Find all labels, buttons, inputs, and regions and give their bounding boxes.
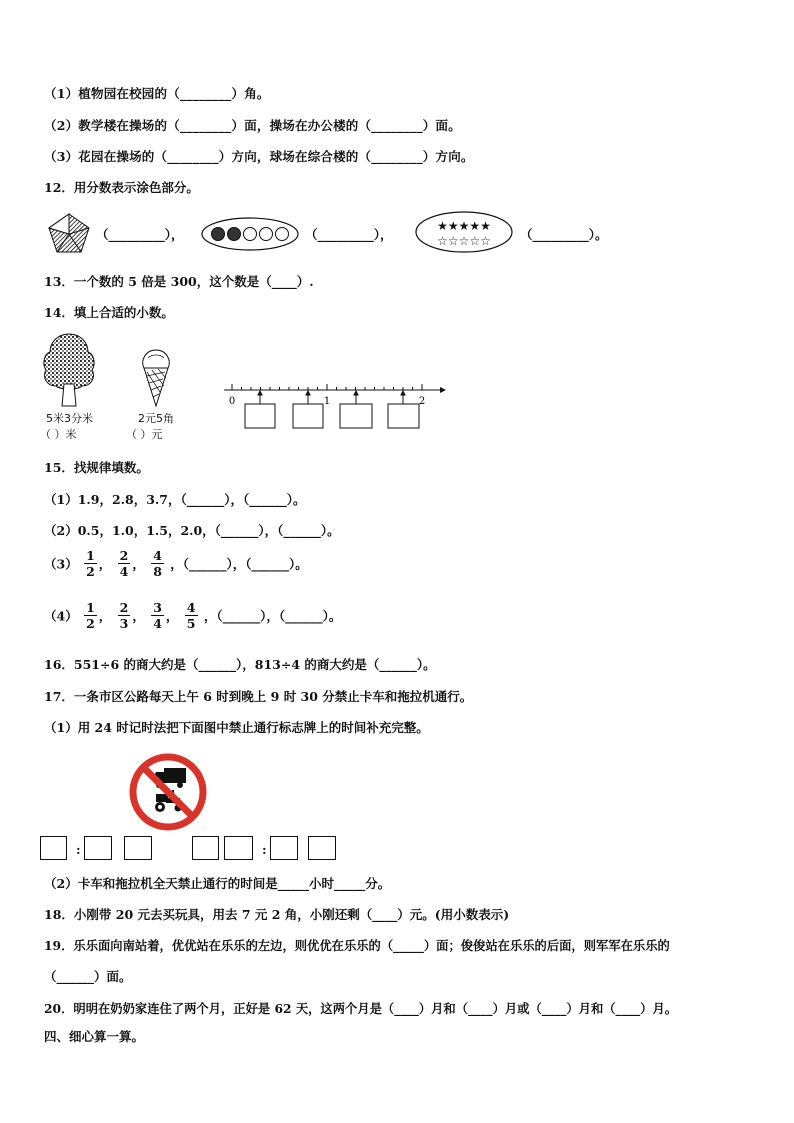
no-truck-sign (128, 752, 208, 832)
time-digit-box-1[interactable] (40, 836, 67, 860)
icecream-figure (138, 346, 174, 408)
q20-text: 20．明明在奶奶家连住了两个月，正好是 62 天，这两个月是（____）月和（____）月或（____）月和（____）月。 (44, 1001, 678, 1016)
stars-bottom: ☆☆☆☆☆ (437, 234, 491, 248)
q18-text: 18．小刚带 20 元去买玩具，用去 7 元 2 角，小刚还剩（____）元。(用小数表示) (44, 907, 510, 922)
q12-title: 12．用分数表示涂色部分。 (44, 180, 199, 195)
fraction-1-2: $\frac{1}{2}$ (86, 600, 95, 631)
empty-circle (244, 228, 257, 241)
time-digit-box-7[interactable] (308, 836, 336, 860)
q15-4-prefix: （4） (44, 608, 78, 624)
tree-answer-blank: （ ）米 (40, 428, 77, 441)
time-digit-box-3[interactable] (124, 836, 152, 860)
fraction-1-2: $\frac{1}{2}$ (86, 548, 95, 579)
tick-label-2: 2 (418, 396, 426, 407)
numberline-box-1 (245, 404, 275, 428)
fraction-4-5: $\frac{4}{5}$ (186, 600, 196, 631)
circles-figure (200, 216, 300, 252)
numberline-box-4 (388, 404, 419, 428)
icecream-price-label: 2元5角 (138, 412, 174, 425)
pentagon-figure (46, 212, 92, 256)
q16-text: 16．551÷6 的商大约是（______），813÷4 的商大约是（______）。 (44, 657, 436, 672)
q15-3-suffix: ，（______），（______）。 (170, 556, 308, 572)
q17-part-2: （2）卡车和拖拉机全天禁止通行的时间是_____小时_____分。 (44, 876, 391, 891)
section-4-title: 四、细心算一算。 (44, 1029, 145, 1044)
stars-figure (414, 210, 514, 254)
q15-line-1: （1）1.9，2.8，3.7，（______），（______）。 (44, 492, 306, 507)
tick-label-1: 1 (323, 396, 331, 407)
q15-4-suffix: ，（______），（______）。 (203, 608, 342, 624)
tree-figure (40, 332, 98, 408)
q19-text-line-2: （______）面。 (44, 969, 132, 984)
empty-circle (260, 228, 273, 241)
filled-circle (228, 228, 241, 241)
tick-label-0: 0 (228, 396, 236, 407)
time-colon-2: : (262, 842, 267, 857)
q11-line-3: （3）花园在操场的（________）方向，球场在综合楼的（________）方向。 (44, 149, 474, 164)
q14-title: 14．填上合适的小数。 (44, 305, 174, 320)
number-line (220, 380, 452, 434)
q15-line-3: （3） $\frac{1}{2}$ ， $\frac{2}{4}$ ， $\frac{4}{8}$ ，（______），（______）。 (44, 548, 308, 579)
fraction-4-8: $\frac{4}{8}$ (153, 548, 162, 579)
q11-line-1: （1）植物园在校园的（________）角。 (44, 86, 270, 101)
time-colon-1: : (76, 842, 81, 857)
stars-top: ★★★★★ (437, 219, 491, 233)
time-digit-box-4[interactable] (192, 836, 219, 860)
q15-title: 15．找规律填数。 (44, 460, 149, 475)
empty-circle (276, 228, 289, 241)
tree-height-label: 5米3分米 (46, 412, 93, 425)
numberline-box-3 (340, 404, 372, 428)
q11-line-2: （2）教学楼在操场的（________）面，操场在办公楼的（________）面。 (44, 118, 461, 133)
numberline-box-2 (293, 404, 323, 428)
q12-blank-2: （_________）， (305, 227, 393, 242)
q19-text-line-1: 19．乐乐面向南站着，优优站在乐乐的左边，则优优在乐乐的（_____）面；俊俊站在乐乐的后面，则军军在乐乐的 (44, 938, 670, 953)
time-digit-box-5[interactable] (224, 836, 253, 860)
q15-line-2: （2）0.5，1.0，1.5，2.0，（______），（______）。 (44, 523, 340, 538)
fraction-3-4: $\frac{3}{4}$ (153, 600, 162, 631)
q17-part-1: （1）用 24 时记时法把下面图中禁止通行标志牌上的时间补充完整。 (44, 720, 429, 735)
q12-blank-1: （_________）， (96, 227, 184, 242)
q15-3-prefix: （3） (44, 556, 78, 572)
q13-text: 13．一个数的 5 倍是 300，这个数是（____）. (44, 274, 314, 289)
filled-circle (212, 228, 225, 241)
q12-blank-3: （_________）。 (520, 227, 608, 242)
fraction-2-4: $\frac{2}{4}$ (119, 548, 129, 579)
time-digit-box-6[interactable] (270, 836, 298, 860)
q15-line-4: （4） $\frac{1}{2}$ ， $\frac{2}{3}$ ， $\frac{3}{4}$ ， $\frac{4}{5}$ ，（______），（______）。 (44, 600, 342, 631)
time-digit-box-2[interactable] (84, 836, 112, 860)
fraction-2-3: $\frac{2}{3}$ (119, 600, 129, 631)
icecream-answer-blank: （ ）元 (126, 428, 163, 441)
q17-text: 17．一条市区公路每天上午 6 时到晚上 9 时 30 分禁止卡车和拖拉机通行。 (44, 689, 473, 704)
